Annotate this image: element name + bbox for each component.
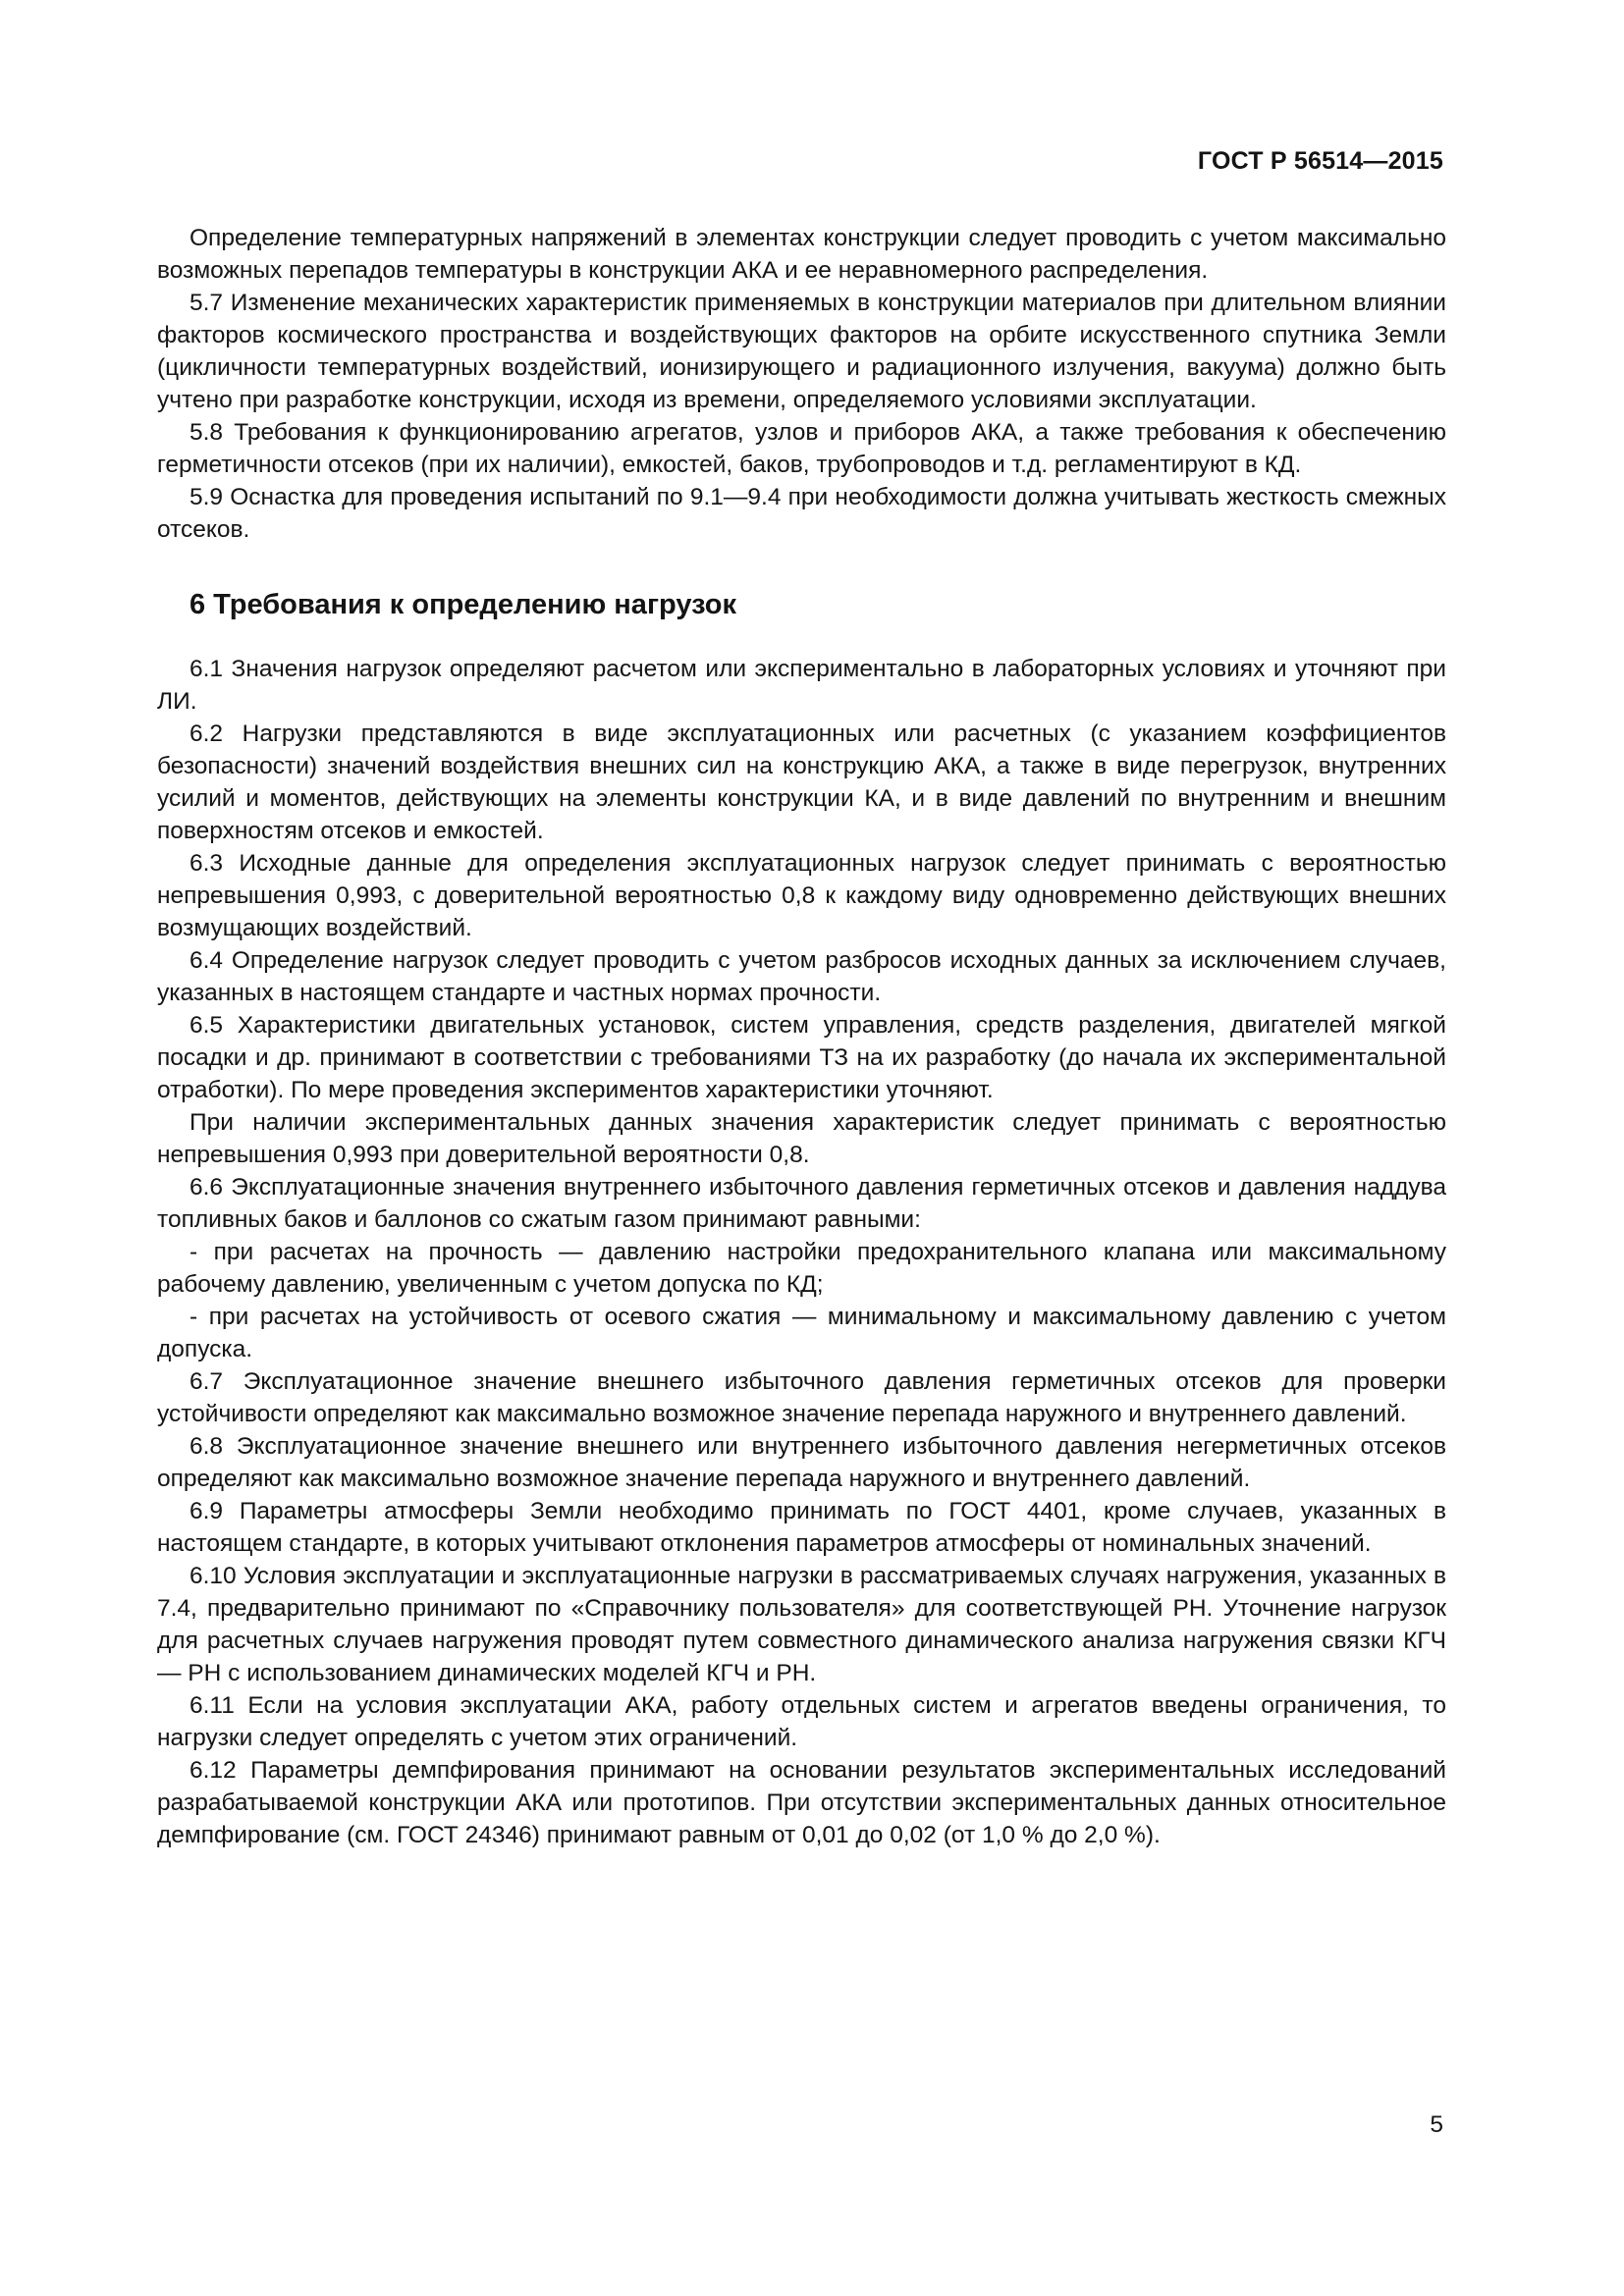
section-heading-6: 6 Требования к определению нагрузок — [189, 589, 737, 620]
paragraph-6-4: 6.4 Определение нагрузок следует проводить с учетом разбросов исходных данных за исключением случаев, указанных в настоящем стандарте и частных нормах прочности. — [157, 947, 1446, 1006]
paragraph-6-2: 6.2 Нагрузки представляются в виде эксплуатационных или расчетных (с указанием коэффициентов безопасности) значений воздействия внешних сил на конструкцию АКА, а также в виде перегрузок, внутренних усилий и моментов, действующих на элементы конструкции КА, и в виде давлений по внутренним и внешним поверхностям отсеков и емкостей. — [157, 721, 1446, 844]
paragraph-6-1: 6.1 Значения нагрузок определяют расчетом или экспериментально в лабораторных условиях и уточняют при ЛИ. — [157, 656, 1446, 715]
document-body — [157, 222, 1446, 1851]
paragraph-6-5-experimental-data: При наличии экспериментальных данных значения характеристик следует принимать с вероятностью непревышения 0,993 при доверительной вероятности 0,8. — [157, 1109, 1446, 1168]
paragraph-6-3: 6.3 Исходные данные для определения эксплуатационных нагрузок следует принимать с вероятностью непревышения 0,993, с доверительной вероятностью 0,8 к каждому виду одновременно действующих внешних возмущающих воздействий. — [157, 850, 1446, 941]
page-number: 5 — [1430, 2111, 1443, 2138]
paragraph-6-7: 6.7 Эксплуатационное значение внешнего избыточного давления герметичных отсеков для проверки устойчивости определяют как максимально возможное значение перепада наружного и внутреннего давлений. — [157, 1368, 1446, 1427]
list-item-strength-calculations: - при расчетах на прочность — давлению настройки предохранительного клапана или максимальному рабочему давлению, увеличенным с учетом допуска по КД; — [157, 1239, 1446, 1298]
paragraph-temperature-stresses: Определение температурных напряжений в элементах конструкции следует проводить с учетом максимально возможных перепадов температуры в конструкции АКА и ее неравномерного распределения. — [157, 225, 1446, 284]
paragraph-6-9: 6.9 Параметры атмосферы Земли необходимо принимать по ГОСТ 4401, кроме случаев, указанных в настоящем стандарте, в которых учитывают отклонения параметров атмосферы от номинальных значений. — [157, 1498, 1446, 1557]
paragraph-5-7: 5.7 Изменение механических характеристик применяемых в конструкции материалов при длительном влиянии факторов космического пространства и воздействующих факторов на орбите искусственного спутника Земли (цикличности температурных воздействий, ионизирующего и радиационного излучения, вакуума) должно быть учтено при разработке конструкции, исходя из времени, определяемого условиями эксплуатации. — [157, 290, 1446, 413]
paragraph-6-5: 6.5 Характеристики двигательных установок, систем управления, средств разделения, двигателей мягкой посадки и др. принимают в соответствии с требованиями ТЗ на их разработку (до начала их экспериментальной отработки). По мере проведения экспериментов характеристики уточняют. — [157, 1012, 1446, 1103]
paragraph-6-11: 6.11 Если на условия эксплуатации АКА, работу отдельных систем и агрегатов введены ограничения, то нагрузки следует определять с учетом этих ограничений. — [157, 1692, 1446, 1751]
paragraph-6-6: 6.6 Эксплуатационные значения внутреннего избыточного давления герметичных отсеков и давления наддува топливных баков и баллонов со сжатым газом принимают равными: — [157, 1174, 1446, 1233]
paragraph-5-8: 5.8 Требования к функционированию агрегатов, узлов и приборов АКА, а также требования к обеспечению герметичности отсеков (при их наличии), емкостей, баков, трубопроводов и т.д. регламентируют в КД. — [157, 419, 1446, 478]
paragraph-6-8: 6.8 Эксплуатационное значение внешнего или внутреннего избыточного давления негерметичных отсеков определяют как максимально возможное значение перепада наружного и внутреннего давлений. — [157, 1433, 1446, 1492]
paragraph-5-9: 5.9 Оснастка для проведения испытаний по 9.1—9.4 при необходимости должна учитывать жесткость смежных отсеков. — [157, 484, 1446, 543]
paragraph-6-10: 6.10 Условия эксплуатации и эксплуатационные нагрузки в рассматриваемых случаях нагружения, указанных в 7.4, предварительно принимают по «Справочнику пользователя» для соответствующей РН. Уточнение нагрузок для расчетных случаев нагружения проводят путем совместного динамического анализа нагружения связки КГЧ — РН с использованием динамических моделей КГЧ и РН. — [157, 1563, 1446, 1686]
paragraph-6-12: 6.12 Параметры демпфирования принимают на основании результатов экспериментальных исследований разрабатываемой конструкции АКА или прототипов. При отсутствии экспериментальных данных относительное демпфирование (см. ГОСТ 24346) принимают равным от 0,01 до 0,02 (от 1,0 % до 2,0 %). — [157, 1757, 1446, 1848]
list-item-stability-calculations: - при расчетах на устойчивость от осевого сжатия — минимальному и максимальному давлению с учетом допуска. — [157, 1304, 1446, 1362]
document-code-header: ГОСТ Р 56514—2015 — [1197, 147, 1443, 175]
